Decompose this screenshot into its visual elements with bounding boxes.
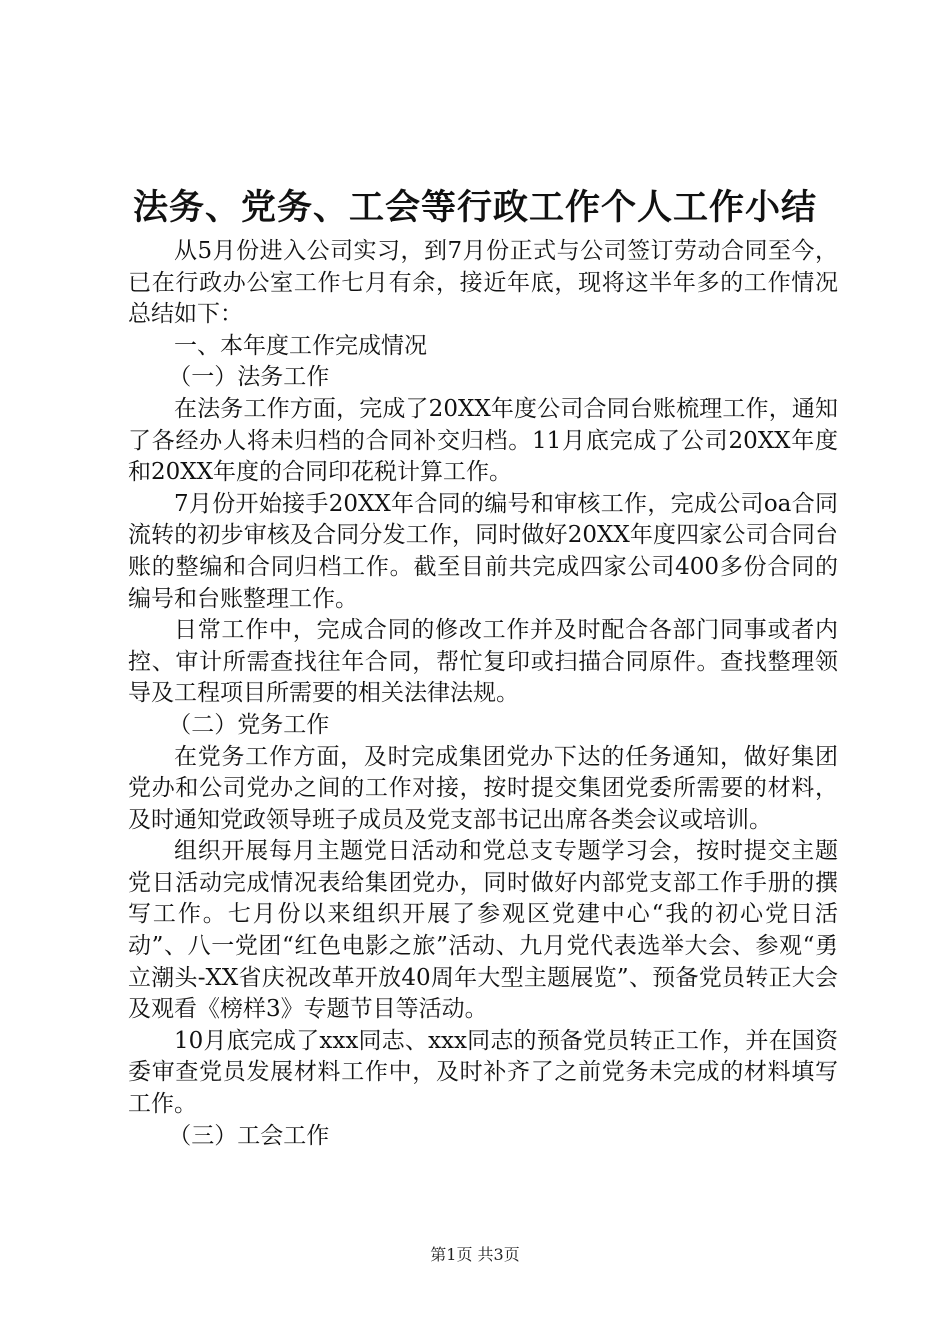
paragraph-party-3: 10月底完成了xxx同志、xxx同志的预备党员转正工作，并在国资委审查党员发展材料工作中，及时补齐了之前党务未完成的材料填写工作。 <box>128 1027 838 1118</box>
subsection-heading-union: （三）工会工作 <box>168 1122 330 1149</box>
section-heading-1: 一、本年度工作完成情况 <box>174 332 427 359</box>
paragraph-party-2: 组织开展每月主题党日活动和党总支专题学习会，按时提交主题党日活动完成情况表给集团党办，同时做好内部党支部工作手册的撰写工作。七月份以来组织开展了参观区党建中心“我的初心党日活动”、八一党团“红色电影之旅”活动、九月党代表选举大会、参观“勇立潮头-XX省庆祝改革开放40周年大型主题展览”、预备党员转正大会及观看《榜样3》专题节目等活动。 <box>128 838 838 1023</box>
paragraph-party-1: 在党务工作方面，及时完成集团党办下达的任务通知，做好集团党办和公司党办之间的工作对接，按时提交集团党委所需要的材料，及时通知党政领导班子成员及党支部书记出席各类会议或培训。 <box>128 743 838 833</box>
page-footer: 第1页 共3页 <box>430 1245 520 1264</box>
subsection-heading-party: （二）党务工作 <box>168 711 330 738</box>
paragraph-legal-1: 在法务工作方面，完成了20XX年度公司合同台账梳理工作，通知了各经办人将未归档的合同补交归档。11月底完成了公司20XX年度和20XX年度的合同印花税计算工作。 <box>128 395 838 486</box>
document-body <box>128 236 838 1152</box>
paragraph-legal-3: 日常工作中，完成合同的修改工作并及时配合各部门同事或者内控、审计所需查找往年合同，帮忙复印或扫描合同原件。查找整理领导及工程项目所需要的相关法律法规。 <box>128 617 838 707</box>
paragraph-intro: 从5月份进入公司实习，到7月份正式与公司签订劳动合同至今，已在行政办公室工作七月有余，接近年底，现将这半年多的工作情况总结如下： <box>128 238 838 328</box>
document-title: 法务、党务、工会等行政工作个人工作小结 <box>132 187 817 228</box>
subsection-heading-legal: （一）法务工作 <box>168 364 330 391</box>
paragraph-legal-2: 7月份开始接手20XX年合同的编号和审核工作，完成公司oa合同流转的初步审核及合同分发工作，同时做好20XX年度四家公司合同台账的整编和合同归档工作。截至目前共完成四家公司400多份合同的编号和台账整理工作。 <box>128 490 838 612</box>
